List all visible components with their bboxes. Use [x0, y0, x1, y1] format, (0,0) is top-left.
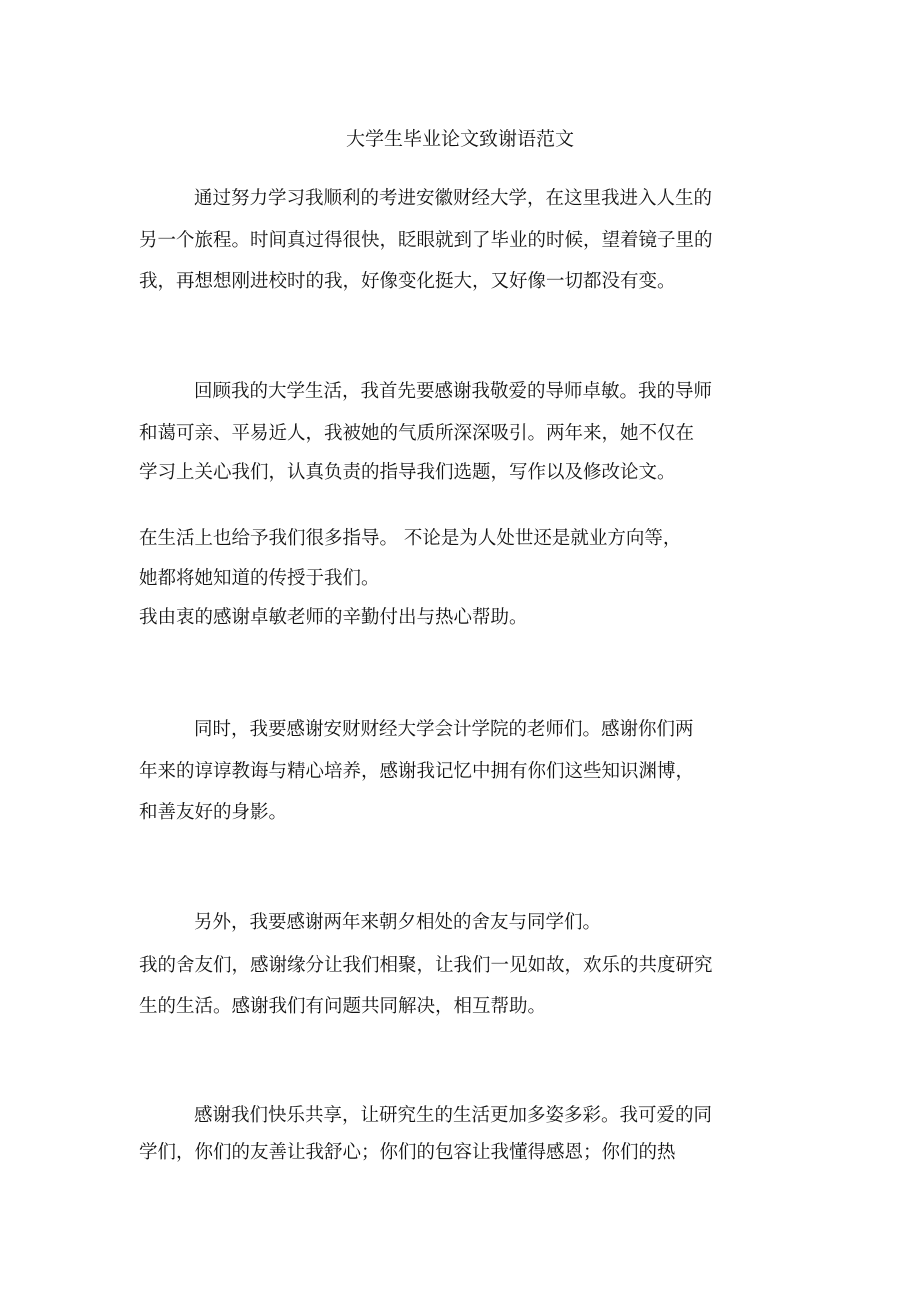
paragraph-line: 学们，你们的友善让我舒心；你们的包容让我懂得感恩；你们的热 [139, 1142, 676, 1163]
paragraph-line: 年来的谆谆教诲与精心培养，感谢我记忆中拥有你们这些知识渊博， [139, 761, 695, 782]
paragraph-line: 同时，我要感谢安财财经大学会计学院的老师们。感谢你们两 [194, 719, 694, 740]
paragraph-line: 另外，我要感谢两年来朝夕相处的舍友与同学们。 [194, 912, 602, 933]
paragraph-line: 我，再想想刚进校时的我，好像变化挺大，又好像一切都没有变。 [139, 271, 676, 292]
document-title: 大学生毕业论文致谢语范文 [345, 128, 574, 150]
paragraph-line: 通过努力学习我顺利的考进安徽财经大学，在这里我进入人生的 [194, 188, 713, 209]
paragraph-line: 生的生活。感谢我们有问题共同解决，相互帮助。 [139, 996, 547, 1017]
paragraph-line: 在生活上也给予我们很多指导。 不论是为人处世还是就业方向等， [139, 528, 682, 549]
paragraph-line: 另一个旅程。时间真过得很快，眨眼就到了毕业的时候，望着镜子里的 [139, 230, 713, 251]
paragraph-line: 和善友好的身影。 [139, 802, 288, 823]
paragraph-line: 学习上关心我们，认真负责的指导我们选题，写作以及修改论文。 [139, 462, 676, 483]
paragraph-line: 和蔼可亲、平易近人，我被她的气质所深深吸引。两年来，她不仅在 [139, 423, 695, 444]
paragraph-line: 我由衷的感谢卓敏老师的辛勤付出与热心帮助。 [139, 607, 528, 628]
paragraph-line: 感谢我们快乐共享，让研究生的生活更加多姿多彩。我可爱的同 [194, 1105, 713, 1126]
paragraph-line: 她都将她知道的传授于我们。 [139, 568, 380, 589]
paragraph-line: 回顾我的大学生活，我首先要感谢我敬爱的导师卓敏。我的导师 [194, 381, 713, 402]
paragraph-line: 我的舍友们，感谢缘分让我们相聚，让我们一见如故，欢乐的共度研究 [139, 955, 713, 976]
